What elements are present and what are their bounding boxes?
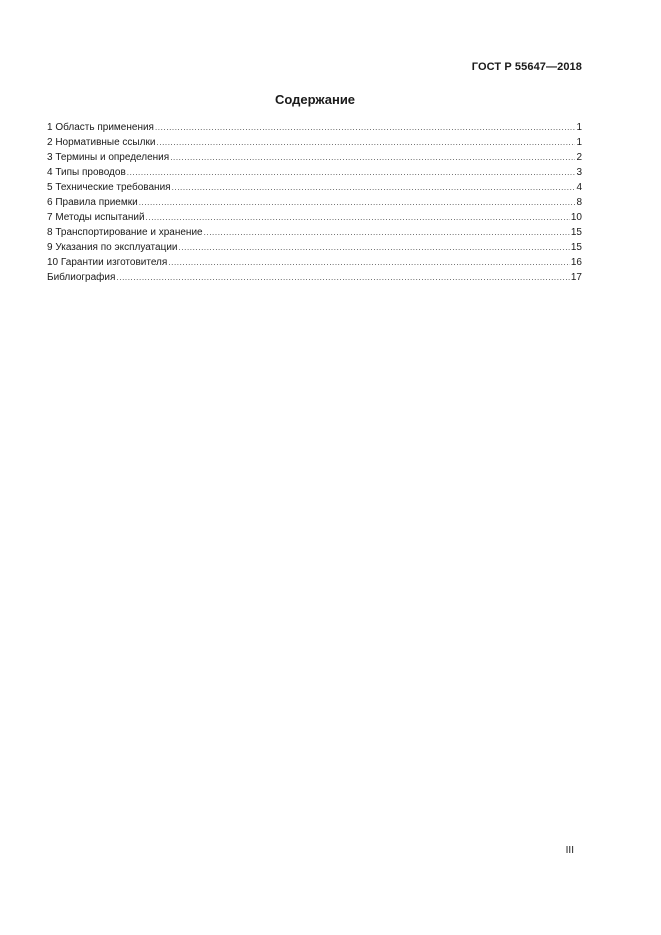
- toc-dot-leader: [172, 180, 576, 195]
- toc-entry-label: 8 Транспортирование и хранение: [47, 227, 203, 238]
- toc-entry-terms-definitions[interactable]: [47, 150, 582, 165]
- toc-entry-manufacturer-warranty[interactable]: [47, 255, 582, 270]
- toc-dot-leader: [116, 270, 569, 285]
- page-number: III: [565, 845, 574, 856]
- toc-entry-page: 3: [576, 167, 582, 178]
- toc-entry-bibliography[interactable]: [47, 270, 582, 285]
- toc-dot-leader: [168, 255, 570, 270]
- toc-entry-page: 2: [576, 152, 582, 163]
- toc-entry-page: 1: [576, 137, 582, 148]
- toc-entry-label: 6 Правила приемки: [47, 197, 138, 208]
- toc-entry-scope[interactable]: [47, 120, 582, 135]
- document-code: ГОСТ Р 55647—2018: [471, 61, 582, 73]
- toc-entry-transport-storage[interactable]: [47, 225, 582, 240]
- toc-entry-label: 4 Типы проводов: [47, 167, 126, 178]
- toc-entry-normative-references[interactable]: [47, 135, 582, 150]
- toc-dot-leader: [146, 210, 570, 225]
- toc-dot-leader: [155, 120, 575, 135]
- toc-entry-page: 4: [576, 182, 582, 193]
- toc-entry-test-methods[interactable]: [47, 210, 582, 225]
- toc-dot-leader: [156, 135, 575, 150]
- toc-entry-label: 1 Область применения: [47, 122, 154, 133]
- toc-entry-operating-instructions[interactable]: [47, 240, 582, 255]
- toc-entry-page: 10: [570, 212, 582, 223]
- toc-entry-technical-requirements[interactable]: [47, 180, 582, 195]
- toc-dot-leader: [127, 165, 576, 180]
- toc-entry-label: 10 Гарантии изготовителя: [47, 257, 168, 268]
- toc-entry-acceptance-rules[interactable]: [47, 195, 582, 210]
- toc-entry-label: 2 Нормативные ссылки: [47, 137, 156, 148]
- toc-entry-label: 3 Термины и определения: [47, 152, 170, 163]
- toc-entry-label: Библиография: [47, 272, 116, 283]
- toc-entry-label: 5 Технические требования: [47, 182, 171, 193]
- toc-entry-page: 1: [576, 122, 582, 133]
- toc-dot-leader: [179, 240, 570, 255]
- toc-entry-page: 8: [576, 197, 582, 208]
- toc-entry-page: 17: [570, 272, 582, 283]
- toc-dot-leader: [204, 225, 570, 240]
- toc-entry-label: 7 Методы испытаний: [47, 212, 145, 223]
- toc-entry-label: 9 Указания по эксплуатации: [47, 242, 178, 253]
- toc-title: Содержание: [274, 92, 356, 107]
- toc-entry-wire-types[interactable]: [47, 165, 582, 180]
- toc-entry-page: 16: [570, 257, 582, 268]
- toc-dot-leader: [170, 150, 575, 165]
- table-of-contents: [47, 120, 582, 285]
- toc-entry-page: 15: [570, 242, 582, 253]
- toc-entry-page: 15: [570, 227, 582, 238]
- toc-dot-leader: [139, 195, 576, 210]
